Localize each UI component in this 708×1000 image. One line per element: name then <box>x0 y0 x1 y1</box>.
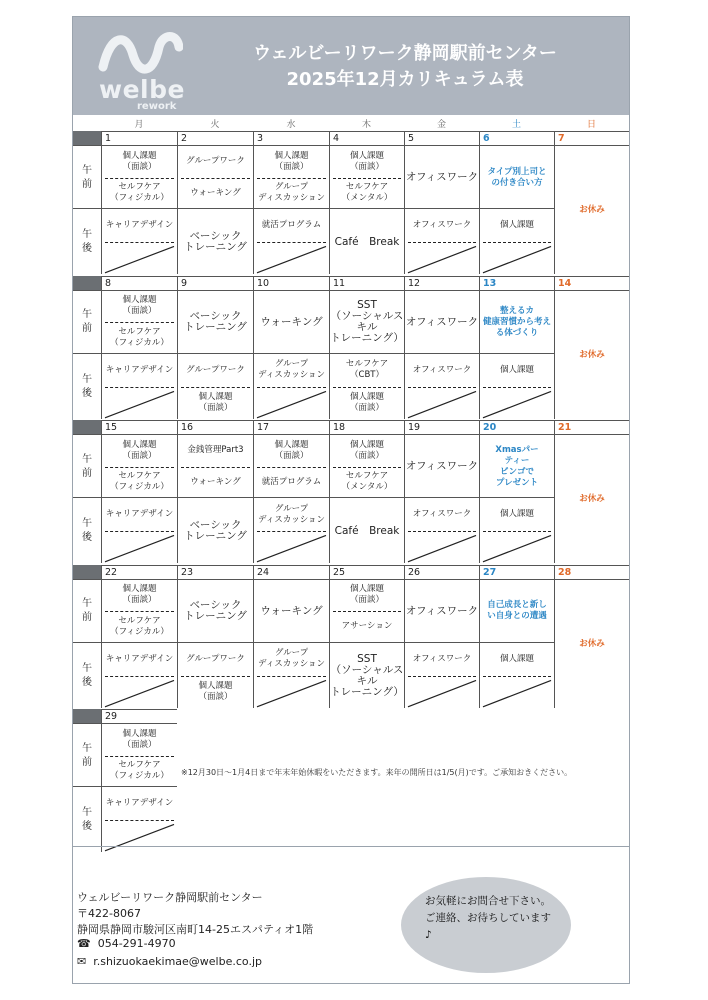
class-name: オフィスワーク <box>412 364 472 375</box>
date-cell: 9 <box>177 276 253 290</box>
footer <box>73 846 629 985</box>
class-name: 個人課題 <box>499 653 534 664</box>
diagonal-line <box>102 531 177 564</box>
diagonal-line <box>102 676 177 709</box>
phone-number: 054-291-4970 <box>97 937 176 950</box>
class-name: ベーシック トレーニング <box>184 519 247 542</box>
date-cell: 3 <box>253 131 329 145</box>
weekday-header: 金 <box>436 120 446 130</box>
class-name: 個人課題 （面談） <box>122 295 157 317</box>
afternoon-slot <box>329 353 404 419</box>
class-name: Café Break <box>334 235 400 248</box>
afternoon-slot <box>177 208 253 274</box>
date-cell: 2 <box>177 131 253 145</box>
afternoon-slot <box>253 353 329 419</box>
date-row <box>73 131 629 145</box>
class-name: 個人課題 （面談） <box>122 584 157 606</box>
date-cell: 4 <box>329 131 404 145</box>
afternoon-slot <box>404 497 479 563</box>
bubble-line: お気軽にお問合せ下さい。 <box>425 895 551 907</box>
morning-label: 午 前 <box>73 723 101 786</box>
weekday-header: 日 <box>586 120 596 130</box>
class-name: 個人課題 （面談） <box>349 439 384 461</box>
morning-slot <box>404 434 479 497</box>
date-cell: 10 <box>253 276 329 290</box>
afternoon-slot <box>177 642 253 708</box>
afternoon-label: 午 後 <box>73 497 101 563</box>
date-cell: 26 <box>404 565 479 579</box>
class-name: ウォーキング <box>260 604 323 617</box>
morning-slot <box>177 145 253 208</box>
week-marker <box>73 131 101 145</box>
diagonal-line <box>405 531 479 564</box>
curriculum-sheet <box>72 16 630 984</box>
class-name: セルフケア （フィジカル） <box>110 326 169 348</box>
phone-icon: ☎ <box>77 937 91 950</box>
weekday-header: 月 <box>134 120 144 130</box>
morning-slot <box>253 434 329 497</box>
afternoon-slot <box>253 642 329 708</box>
morning-slot <box>177 290 253 353</box>
class-name: グループ ディスカッション <box>257 182 326 204</box>
class-name: 個人課題 （面談） <box>349 584 384 606</box>
class-name: オフィスワーク <box>412 509 472 519</box>
class-name: 個人課題 （面談） <box>274 439 309 461</box>
holiday-cell <box>554 434 629 563</box>
class-name: グループ ディスカッション <box>257 503 326 525</box>
class-name: 自己成長と新し い自身との遭遇 <box>487 600 547 621</box>
class-name: 整えるカ 健康習慣から考え る体づくり <box>482 305 551 338</box>
class-name: 個人課題 （面談） <box>274 150 309 172</box>
class-name: アサーション <box>341 621 393 632</box>
afternoon-slot <box>479 497 554 563</box>
afternoon-slot <box>404 642 479 708</box>
class-name: グループ ディスカッション <box>257 359 326 380</box>
afternoon-slot <box>329 497 404 563</box>
date-cell: 28 <box>554 565 629 579</box>
date-cell: 5 <box>404 131 479 145</box>
class-name: セルフケア （フィジカル） <box>110 182 169 204</box>
afternoon-slot <box>101 208 177 274</box>
class-name: キャリアデザイン <box>105 509 174 519</box>
page-title: ウェルビーリワーク静岡駅前センター <box>253 43 557 64</box>
class-name: オフィスワーク <box>405 604 479 617</box>
morning-slot <box>404 290 479 353</box>
mail-icon: ✉ <box>77 955 87 968</box>
email-row <box>77 955 262 968</box>
class-name: 個人課題 （面談） <box>349 150 384 172</box>
class-name: セルフケア （フィジカル） <box>110 471 169 493</box>
morning-label: 午 前 <box>73 145 101 208</box>
class-name: ウォーキング <box>190 476 241 487</box>
class-name: セルフケア （フィジカル） <box>110 615 169 637</box>
class-name: ウォーキング <box>260 315 323 328</box>
morning-slot <box>404 145 479 208</box>
class-name: 個人課題 （面談） <box>198 392 233 413</box>
afternoon-slot <box>177 497 253 563</box>
morning-slot <box>253 290 329 353</box>
date-cell: 15 <box>101 420 177 434</box>
week-marker <box>73 420 101 434</box>
class-name: Xmasパー ティー ビンゴで プレゼント <box>495 444 539 488</box>
afternoon-label: 午 後 <box>73 208 101 274</box>
morning-slot <box>329 434 404 497</box>
morning-slot <box>329 290 404 353</box>
date-cell: 6 <box>479 131 554 145</box>
date-cell: 19 <box>404 420 479 434</box>
afternoon-slot <box>101 353 177 419</box>
class-name: グループワーク <box>186 156 245 167</box>
class-name: タイプ別上司と の付き合い方 <box>487 166 547 188</box>
morning-slot <box>479 579 554 642</box>
date-cell: 18 <box>329 420 404 434</box>
afternoon-label: 午 後 <box>73 642 101 708</box>
afternoon-slot <box>329 208 404 274</box>
class-name: お休み <box>579 349 605 360</box>
class-name: SST （ソーシャルスキル トレーニング） <box>330 299 404 344</box>
afternoon-slot <box>253 497 329 563</box>
date-cell: 13 <box>479 276 554 290</box>
header-banner <box>73 17 629 115</box>
class-name: キャリアデザイン <box>105 798 174 808</box>
morning-slot <box>253 145 329 208</box>
class-name: 金銭管理Part3 <box>187 445 244 456</box>
morning-slot <box>177 579 253 642</box>
diagonal-line <box>480 242 554 275</box>
diagonal-line <box>102 387 177 420</box>
morning-slot <box>101 145 177 208</box>
morning-slot <box>329 145 404 208</box>
afternoon-slot <box>177 353 253 419</box>
date-cell: 14 <box>554 276 629 290</box>
afternoon-slot <box>101 497 177 563</box>
morning-slot <box>101 723 177 786</box>
morning-slot <box>404 579 479 642</box>
date-cell: 1 <box>101 131 177 145</box>
morning-label: 午 前 <box>73 579 101 642</box>
date-cell: 29 <box>101 709 177 723</box>
date-row <box>73 276 629 290</box>
afternoon-slot <box>101 642 177 708</box>
bubble-line: ♪ <box>425 929 432 941</box>
morning-slot <box>101 579 177 642</box>
date-cell: 22 <box>101 565 177 579</box>
class-name: グループ ディスカッション <box>257 648 326 669</box>
morning-slot <box>177 434 253 497</box>
morning-slot <box>329 579 404 642</box>
holiday-cell <box>554 145 629 274</box>
diagonal-line <box>405 387 479 420</box>
class-name: セルフケア （メンタル） <box>341 182 393 204</box>
class-name: キャリアデザイン <box>105 220 174 230</box>
class-name: SST （ソーシャルスキル トレーニング） <box>330 652 404 698</box>
date-cell: 20 <box>479 420 554 434</box>
class-name: お休み <box>579 638 605 649</box>
holiday-cell <box>554 290 629 419</box>
morning-slot <box>253 579 329 642</box>
diagonal-line <box>254 242 329 275</box>
class-name: キャリアデザイン <box>105 364 174 375</box>
address: 静岡県静岡市駿河区南町14-25エスパティオ1階 <box>77 923 314 936</box>
afternoon-label: 午 後 <box>73 353 101 419</box>
date-cell: 21 <box>554 420 629 434</box>
afternoon-slot <box>253 208 329 274</box>
class-name: オフィスワーク <box>412 220 472 230</box>
morning-slot <box>101 290 177 353</box>
diagonal-line <box>254 531 329 564</box>
class-name: 個人課題 （面談） <box>122 439 157 461</box>
afternoon-label: 午 後 <box>73 786 101 852</box>
class-name: 就活プログラム <box>261 220 322 230</box>
diagonal-line <box>102 242 177 275</box>
page-subtitle: 2025年12月カリキュラム表 <box>286 69 524 90</box>
morning-slot <box>479 290 554 353</box>
date-cell: 12 <box>404 276 479 290</box>
morning-slot <box>101 434 177 497</box>
class-name: グループワーク <box>186 653 245 664</box>
class-name: お休み <box>579 205 605 215</box>
holiday-cell <box>554 579 629 708</box>
bubble-line: ご連絡、お待ちしています <box>425 912 551 924</box>
week-marker <box>73 565 101 579</box>
afternoon-slot <box>329 642 404 708</box>
date-cell: 23 <box>177 565 253 579</box>
afternoon-slot <box>479 353 554 419</box>
center-name: ウェルビーリワーク静岡駅前センター <box>77 891 263 904</box>
afternoon-slot <box>479 642 554 708</box>
date-cell: 17 <box>253 420 329 434</box>
date-row <box>73 709 629 723</box>
diagonal-line <box>405 242 479 275</box>
class-name: ベーシック トレーニング <box>184 310 247 333</box>
class-name: セルフケア （フィジカル） <box>110 760 169 782</box>
afternoon-slot <box>479 208 554 274</box>
holiday-note: ※12月30日～1月4日まで年末年始休暇をいただきます。来年の開所日は1/5(月)です。ご承知おきください。 <box>181 768 573 777</box>
class-name: グループワーク <box>186 364 245 375</box>
class-name: ベーシック トレーニング <box>184 599 247 622</box>
date-cell: 7 <box>554 131 629 145</box>
weekday-header: 木 <box>361 120 371 130</box>
class-name: 個人課題 <box>499 509 534 519</box>
morning-slot <box>479 434 554 497</box>
week-marker <box>73 276 101 290</box>
morning-slot <box>479 145 554 208</box>
bubble-text <box>425 893 551 944</box>
diagonal-line <box>254 676 329 709</box>
email-address: r.shizuokaekimae@welbe.co.jp <box>93 955 262 968</box>
week-marker <box>73 709 101 723</box>
afternoon-slot <box>404 208 479 274</box>
morning-label: 午 前 <box>73 290 101 353</box>
class-name: 個人課題 （面談） <box>122 150 157 172</box>
weekday-header: 水 <box>286 120 296 130</box>
class-name: キャリアデザイン <box>105 653 174 664</box>
class-name: オフィスワーク <box>405 315 479 328</box>
date-cell: 11 <box>329 276 404 290</box>
class-name: 個人課題 （面談） <box>198 681 233 702</box>
date-row <box>73 565 629 579</box>
weekday-header: 火 <box>210 120 220 130</box>
date-cell: 8 <box>101 276 177 290</box>
afternoon-slot <box>404 353 479 419</box>
class-name: オフィスワーク <box>412 653 472 664</box>
class-name: 個人課題 （面談） <box>122 728 157 750</box>
class-name: セルフケア （メンタル） <box>341 471 393 493</box>
class-name: ベーシック トレーニング <box>184 230 247 253</box>
class-name: 個人課題 <box>499 220 534 230</box>
logo-subtext: rework <box>137 101 177 112</box>
date-cell: 27 <box>479 565 554 579</box>
date-row <box>73 420 629 434</box>
class-name: セルフケア （CBT） <box>345 359 389 380</box>
class-name: お休み <box>579 494 605 504</box>
diagonal-line <box>480 531 554 564</box>
postal-code: 〒422-8067 <box>77 907 141 920</box>
diagonal-line <box>254 387 329 420</box>
diagonal-line <box>405 676 479 709</box>
class-name: オフィスワーク <box>405 460 479 472</box>
morning-label: 午 前 <box>73 434 101 497</box>
date-cell: 16 <box>177 420 253 434</box>
diagonal-line <box>480 387 554 420</box>
class-name: ウォーキング <box>190 187 241 198</box>
phone-row <box>77 937 176 950</box>
welbe-logo-icon <box>97 27 183 79</box>
class-name: Café Break <box>334 524 400 537</box>
class-name: 個人課題 <box>499 364 534 375</box>
class-name: 就活プログラム <box>261 476 322 487</box>
afternoon-slot <box>101 786 177 852</box>
date-cell: 24 <box>253 565 329 579</box>
logo-text: welbe <box>99 75 185 104</box>
class-name: 個人課題 （面談） <box>349 392 384 413</box>
weekday-header: 土 <box>511 120 521 130</box>
date-cell: 25 <box>329 565 404 579</box>
class-name: オフィスワーク <box>405 171 479 183</box>
diagonal-line <box>480 676 554 709</box>
